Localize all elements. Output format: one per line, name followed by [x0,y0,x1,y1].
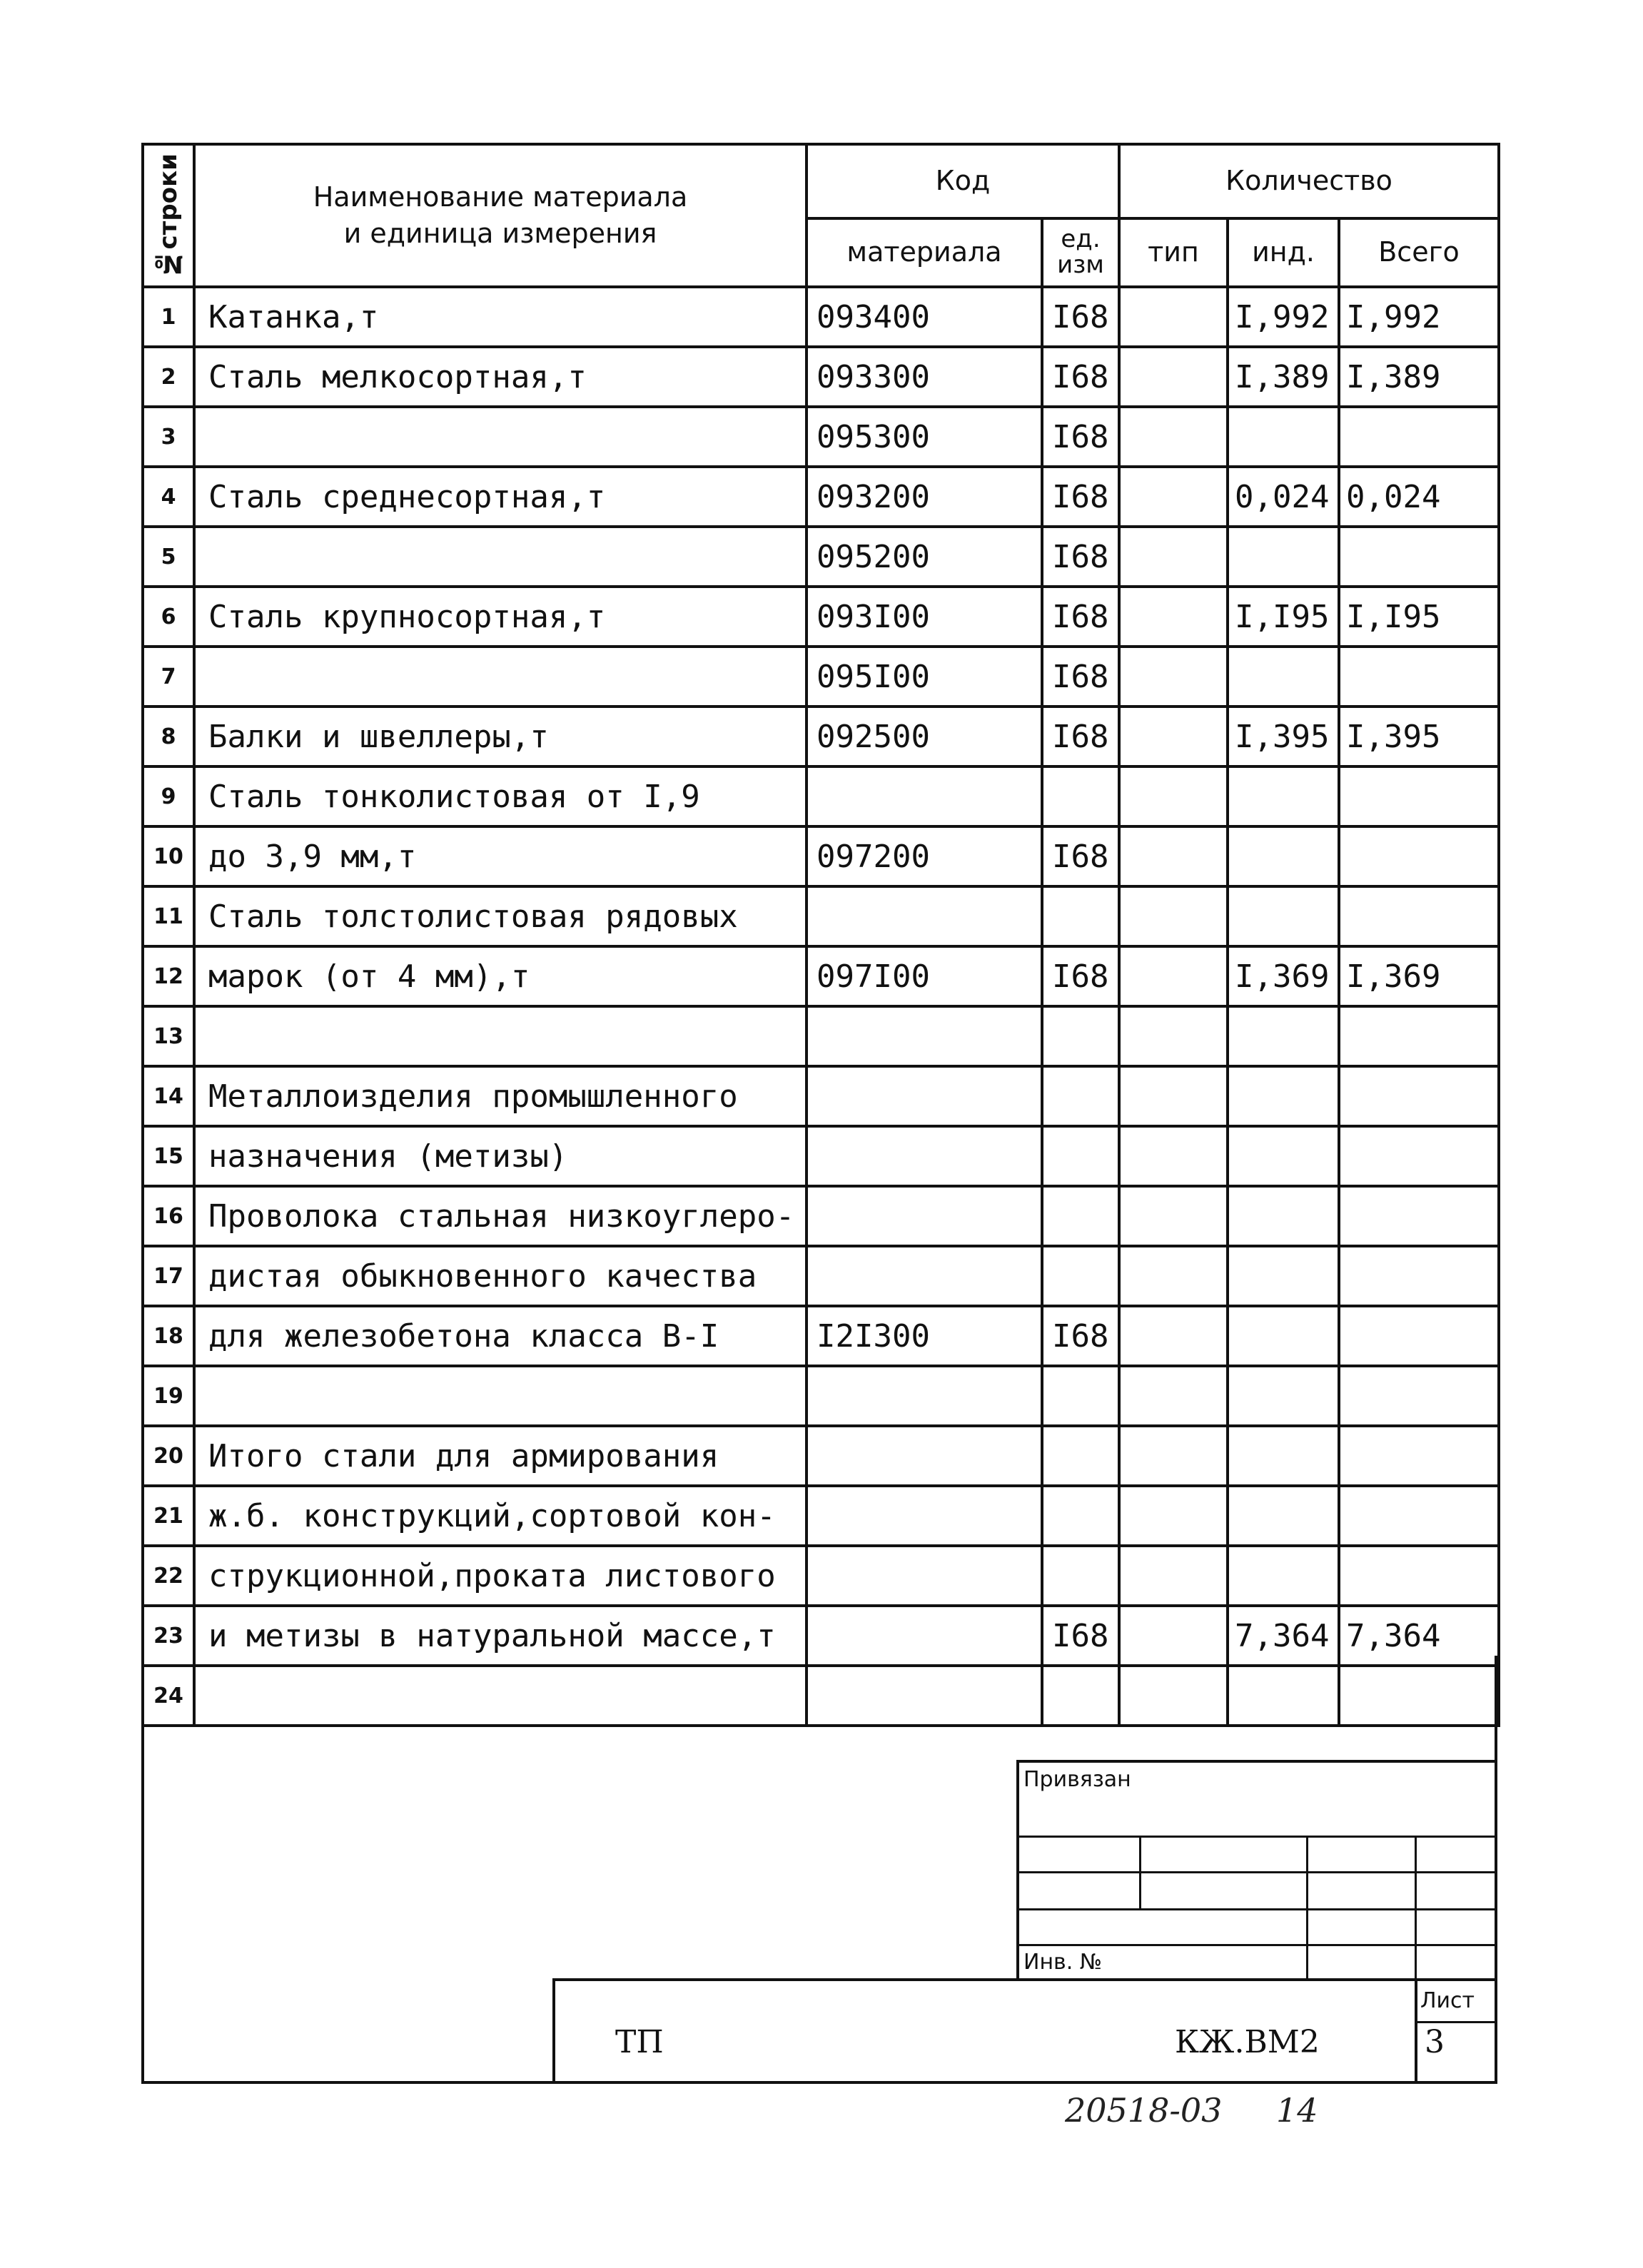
frame-left [141,1656,144,2084]
unit-code: I68 [1042,647,1119,707]
type-header: тип [1119,218,1228,287]
material-name: Сталь среднесортная,т [194,467,807,527]
unit-code: I68 [1042,527,1119,587]
total-quantity [1339,407,1499,467]
unit-code [1042,1186,1119,1246]
material-code [807,766,1042,826]
material-code: 092500 [807,707,1042,766]
material-code [807,1126,1042,1186]
main-stamp-left [552,1978,555,2084]
material-name: струкционной,проката листового [194,1546,807,1606]
material-name [194,1006,807,1066]
row-number: 13 [143,1006,194,1066]
stamp-line-3 [1016,1908,1497,1910]
type-quantity [1119,1366,1228,1426]
material-code [807,886,1042,946]
table-row [143,1186,1499,1246]
table-row [143,1066,1499,1126]
type-quantity [1119,1006,1228,1066]
type-quantity [1119,647,1228,707]
table-row [143,527,1499,587]
total-quantity [1339,1366,1499,1426]
material-code: 093300 [807,347,1042,407]
row-number: 9 [143,766,194,826]
total-quantity [1339,886,1499,946]
stamp-box-top [1016,1760,1497,1763]
row-number: 15 [143,1126,194,1186]
row-number: 24 [143,1666,194,1726]
unit-code [1042,1066,1119,1126]
table-row [143,1546,1499,1606]
row-number: 22 [143,1546,194,1606]
ind-quantity [1228,1066,1339,1126]
material-name: ж.б. конструкций,сортовой кон- [194,1486,807,1546]
material-code [807,1246,1042,1306]
row-number: 3 [143,407,194,467]
table-row [143,826,1499,886]
total-quantity: I,992 [1339,287,1499,347]
material-code [807,1546,1042,1606]
row-number: 20 [143,1426,194,1486]
row-number: 7 [143,647,194,707]
ind-quantity [1228,1426,1339,1486]
code-header: Код [807,144,1119,218]
unit-code: I68 [1042,587,1119,647]
material-code: 095300 [807,407,1042,467]
total-quantity [1339,1306,1499,1366]
ind-quantity [1228,1126,1339,1186]
series-label: ТП [615,2024,664,2060]
type-quantity [1119,1126,1228,1186]
row-number: 10 [143,826,194,886]
total-quantity [1339,1186,1499,1246]
type-quantity [1119,826,1228,886]
table-row [143,1126,1499,1186]
bound-label: Привязан [1023,1767,1131,1792]
total-quantity: I,395 [1339,707,1499,766]
row-number: 5 [143,527,194,587]
ind-quantity [1228,1666,1339,1726]
table-row [143,1006,1499,1066]
material-name: Катанка,т [194,287,807,347]
total-quantity [1339,1666,1499,1726]
type-quantity [1119,1666,1228,1726]
row-number: 8 [143,707,194,766]
type-quantity [1119,587,1228,647]
table-row [143,347,1499,407]
unit-code: I68 [1042,1306,1119,1366]
material-code [807,1666,1042,1726]
sheet-cell-left [1415,1978,1417,2084]
material-code [807,1606,1042,1666]
ind-quantity [1228,527,1339,587]
material-code: 093200 [807,467,1042,527]
ind-quantity [1228,1006,1339,1066]
unit-code [1042,1366,1119,1426]
type-quantity [1119,1066,1228,1126]
type-quantity [1119,1606,1228,1666]
material-name: Балки и швеллеры,т [194,707,807,766]
table-row [143,1486,1499,1546]
ind-quantity [1228,1366,1339,1426]
row-number: 1 [143,287,194,347]
type-quantity [1119,527,1228,587]
row-number: 18 [143,1306,194,1366]
ind-quantity [1228,1546,1339,1606]
stamp-line-2 [1016,1871,1497,1873]
material-name: для железобетона класса В-I [194,1306,807,1366]
ind-quantity [1228,826,1339,886]
type-quantity [1119,287,1228,347]
total-quantity: I,I95 [1339,587,1499,647]
type-quantity [1119,766,1228,826]
ind-quantity [1228,1486,1339,1546]
material-code: 095I00 [807,647,1042,707]
type-quantity [1119,1246,1228,1306]
materials-table [141,143,1500,1727]
unit-code: I68 [1042,347,1119,407]
row-number: 12 [143,946,194,1006]
ind-quantity [1228,647,1339,707]
material-name [194,407,807,467]
table-row [143,1246,1499,1306]
table-row [143,407,1499,467]
material-code: 093400 [807,287,1042,347]
table-row [143,1606,1499,1666]
type-quantity [1119,1186,1228,1246]
material-code-header: материала [807,218,1042,287]
archive-number: 20518-03 [1065,2091,1223,2130]
unit-code [1042,886,1119,946]
total-quantity [1339,1426,1499,1486]
material-code [807,1486,1042,1546]
unit-code: I68 [1042,707,1119,766]
material-name [194,1666,807,1726]
ind-quantity [1228,407,1339,467]
row-number: 6 [143,587,194,647]
row-number: 2 [143,347,194,407]
total-quantity [1339,1126,1499,1186]
ind-quantity: 7,364 [1228,1606,1339,1666]
material-code: I2I300 [807,1306,1042,1366]
type-quantity [1119,347,1228,407]
total-quantity: 0,024 [1339,467,1499,527]
total-quantity [1339,527,1499,587]
total-quantity [1339,1246,1499,1306]
total-header: Всего [1339,218,1499,287]
unit-code [1042,1126,1119,1186]
row-number: 16 [143,1186,194,1246]
material-code: 095200 [807,527,1042,587]
table-row [143,467,1499,527]
material-name: назначения (метизы) [194,1126,807,1186]
table-row [143,1426,1499,1486]
material-name: Сталь крупносортная,т [194,587,807,647]
material-name: Металлоизделия промышленного [194,1066,807,1126]
sheet-cell-divider [1415,2021,1497,2023]
table-row [143,886,1499,946]
unit-code [1042,766,1119,826]
row-number: 4 [143,467,194,527]
stamp-vline-2 [1306,1836,1308,1981]
stamp-line-1 [1016,1836,1497,1838]
ind-quantity [1228,1186,1339,1246]
material-code [807,1066,1042,1126]
ind-quantity [1228,1306,1339,1366]
material-code [807,1186,1042,1246]
unit-code [1042,1546,1119,1606]
row-number: 23 [143,1606,194,1666]
unit-code [1042,1426,1119,1486]
type-quantity [1119,1546,1228,1606]
total-quantity: I,389 [1339,347,1499,407]
unit-code: I68 [1042,467,1119,527]
material-name: Сталь мелкосортная,т [194,347,807,407]
material-code [807,1006,1042,1066]
unit-code [1042,1006,1119,1066]
ind-quantity: I,369 [1228,946,1339,1006]
row-number: 11 [143,886,194,946]
unit-code: I68 [1042,946,1119,1006]
stamp-vline-3 [1415,1836,1417,1981]
table-body [143,287,1499,1726]
table-row [143,946,1499,1006]
frame-right [1495,1656,1497,2084]
total-quantity: 7,364 [1339,1606,1499,1666]
table-row [143,587,1499,647]
stamp-vline-1 [1139,1836,1141,1910]
sheet-label: Лист [1420,1988,1475,2013]
row-number: 14 [143,1066,194,1126]
stamp-box-left [1016,1760,1019,1981]
table-row [143,1666,1499,1726]
material-code: 097200 [807,826,1042,886]
doc-code: КЖ.ВМ2 [1175,2024,1320,2060]
material-code: 097I00 [807,946,1042,1006]
name-header: Наименование материала и единица измерения [194,144,807,287]
type-quantity [1119,1486,1228,1546]
row-number: 21 [143,1486,194,1546]
ind-quantity: 0,024 [1228,467,1339,527]
total-quantity [1339,826,1499,886]
total-quantity: I,369 [1339,946,1499,1006]
ind-header: инд. [1228,218,1339,287]
material-name: марок (от 4 мм),т [194,946,807,1006]
unit-code: I68 [1042,287,1119,347]
table-row [143,766,1499,826]
total-quantity [1339,1006,1499,1066]
unit-code [1042,1486,1119,1546]
ind-quantity [1228,886,1339,946]
total-quantity [1339,1486,1499,1546]
ind-quantity: I,389 [1228,347,1339,407]
material-name [194,647,807,707]
unit-code: I68 [1042,826,1119,886]
unit-header: ед. изм [1042,218,1119,287]
table-row [143,647,1499,707]
unit-code: I68 [1042,1606,1119,1666]
unit-code: I68 [1042,407,1119,467]
material-name: и метизы в натуральной массе,т [194,1606,807,1666]
material-code: 093I00 [807,587,1042,647]
ind-quantity [1228,766,1339,826]
table-row [143,1306,1499,1366]
material-name: до 3,9 мм,т [194,826,807,886]
ind-quantity: I,I95 [1228,587,1339,647]
ind-quantity [1228,1246,1339,1306]
type-quantity [1119,467,1228,527]
material-code [807,1366,1042,1426]
material-name: дистая обыкновенного качества [194,1246,807,1306]
total-quantity [1339,1066,1499,1126]
type-quantity [1119,707,1228,766]
table-row [143,287,1499,347]
table-row [143,1366,1499,1426]
type-quantity [1119,886,1228,946]
total-quantity [1339,647,1499,707]
stamp-line-4 [1016,1944,1497,1946]
material-name [194,527,807,587]
material-name: Сталь тонколистовая от I,9 [194,766,807,826]
rownum-header: №строки [143,144,194,287]
ind-quantity: I,992 [1228,287,1339,347]
row-number: 19 [143,1366,194,1426]
material-name: Итого стали для армирования [194,1426,807,1486]
unit-code [1042,1246,1119,1306]
type-quantity [1119,407,1228,467]
total-quantity [1339,766,1499,826]
page-number: 14 [1276,2091,1318,2130]
material-name [194,1366,807,1426]
sheet-number: 3 [1425,2024,1445,2060]
total-quantity [1339,1546,1499,1606]
material-name: Проволока стальная низкоуглеро- [194,1186,807,1246]
material-code [807,1426,1042,1486]
frame-bottom [141,2081,1497,2084]
unit-code [1042,1666,1119,1726]
main-stamp-top [552,1978,1497,1981]
type-quantity [1119,1306,1228,1366]
type-quantity [1119,1426,1228,1486]
table-row [143,707,1499,766]
quantity-header: Количество [1119,144,1499,218]
row-number: 17 [143,1246,194,1306]
type-quantity [1119,946,1228,1006]
material-name: Сталь толстолистовая рядовых [194,886,807,946]
ind-quantity: I,395 [1228,707,1339,766]
inv-label: Инв. № [1023,1950,1103,1975]
